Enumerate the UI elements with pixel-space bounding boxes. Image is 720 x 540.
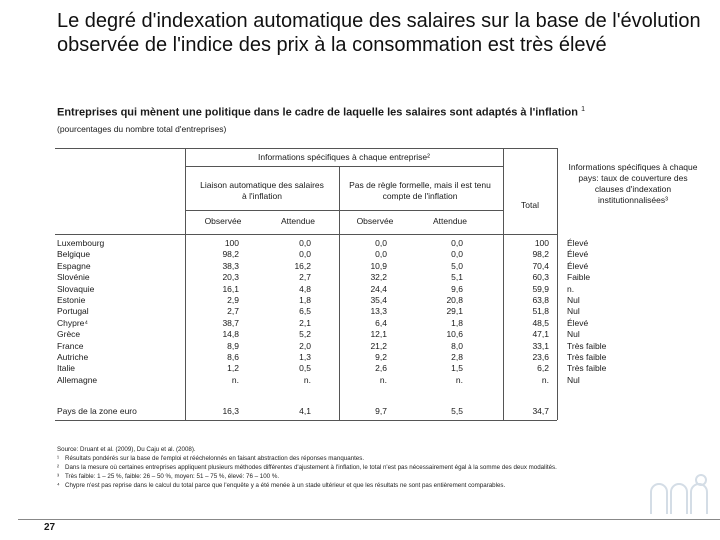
table-bottom-rule <box>55 420 557 421</box>
header-bottom-rule <box>55 234 557 235</box>
table-top-rule <box>55 148 557 149</box>
total-total: 34,7 <box>532 406 549 416</box>
col-values-observee-2: 0,0 0,0 10,9 32,2 24,4 35,4 13,3 6,4 12,1 21,2 9,2 2,6 n. <box>370 238 387 385</box>
footnote-3-text: Très faible: 1 – 25 %, faible: 26 – 50 %, moyen: 51 – 75 %, élevé: 76 – 100 %. <box>65 472 280 480</box>
footer-rule <box>18 519 720 520</box>
col-values-country-info: Élevé Élevé Élevé Faible n. Nul Nul Élevé Nul Très faible Très faible Très faible Nul <box>567 238 607 385</box>
indexation-table <box>55 148 705 428</box>
table-subtitle <box>57 106 585 119</box>
page-title: Le degré d'indexation automatique des salaires sur la base de l'évolution observée de l'indice des prix à la consommation est très élevé <box>57 10 701 56</box>
col-header-country-info: Informations spécifiques à chaque pays: taux de couverture des clauses d'indexation institutionnalisées³ <box>568 162 698 205</box>
col-header-attendue-2: Attendue <box>432 216 468 226</box>
subheader-automatic: Liaison automatique des salaires à l'inflation <box>200 180 324 201</box>
col-header-observee-1: Observée <box>204 216 242 226</box>
page-number: 27 <box>44 522 56 533</box>
col-values-total: 100 98,2 70,4 60,3 59,9 63,8 51,8 48,5 47,1 33,1 23,6 6,2 n. <box>532 238 549 385</box>
footnote-1 <box>57 455 647 464</box>
footnote-source: Source: Druant et al. (2009), Du Caju et al. (2008). <box>57 446 196 453</box>
col-values-observee-1: 100 98,2 38,3 20,3 16,1 2,9 2,7 38,7 14,8 8,9 8,6 1,2 n. <box>222 238 239 385</box>
col-divider-3 <box>503 148 504 420</box>
col-header-attendue-1: Attendue <box>280 216 316 226</box>
footnotes <box>57 446 647 491</box>
col-header-total: Total <box>521 200 539 210</box>
footnote-1-text: Résultats pondérés sur la base de l'emploi et rééchelonnés en faisant abstraction des réponses manquantes. <box>65 454 365 462</box>
group-header: Informations spécifiques à chaque entreprise² <box>258 152 430 162</box>
total-attendue-2: 5,5 <box>451 406 463 416</box>
total-observee-2: 9,7 <box>375 406 387 416</box>
col-header-observee-2: Observée <box>356 216 394 226</box>
footnote-2-text: Dans la mesure où certaines entreprises appliquent plusieurs méthodes différentes d'ajustement à l'inflation, le total n'est pas nécessairement égal à la somme des deux modalités. <box>65 463 557 471</box>
subheader-rule <box>185 210 503 211</box>
left-margin <box>0 0 18 540</box>
footnote-4-text: Chypre n'est pas reprise dans le calcul du total parce que l'enquête y a été menée à un stade ultérieur et que les résultats ne sont pas entièrement comparables. <box>65 481 506 489</box>
col-values-attendue-2: 0,0 0,0 5,0 5,1 9,6 20,8 29,1 1,8 10,6 8,0 2,8 1,5 n. <box>446 238 463 385</box>
total-observee-1: 16,3 <box>222 406 239 416</box>
unit-note: (pourcentages du nombre total d'entreprises) <box>57 124 227 134</box>
total-attendue-1: 4,1 <box>299 406 311 416</box>
footnote-3-mark: ³ <box>57 472 60 480</box>
subtitle-text: Entreprises qui mènent une politique dans le cadre de laquelle les salaires sont adaptés à l'inflation <box>57 106 578 119</box>
footnote-1-mark: ¹ <box>57 454 60 462</box>
col-divider-2 <box>339 166 340 420</box>
total-row-label: Pays de la zone euro <box>57 406 137 416</box>
footnote-4 <box>57 482 647 491</box>
footnote-2 <box>57 464 647 473</box>
col-divider-4 <box>557 148 558 420</box>
subheader-no-rule: Pas de règle formelle, mais il est tenu compte de l'inflation <box>349 180 491 201</box>
bank-logo-icon <box>645 470 715 516</box>
subtitle-footnote-mark: 1 <box>581 106 585 113</box>
footnote-4-mark: ⁴ <box>57 481 60 489</box>
col-values-attendue-1: 0,0 0,0 16,2 2,7 4,8 1,8 6,5 2,1 5,2 2,0 1,3 0,5 n. <box>294 238 311 385</box>
footnote-2-mark: ² <box>57 463 60 471</box>
group-header-rule <box>185 166 503 167</box>
footnote-3 <box>57 473 647 482</box>
col-divider-1 <box>185 148 186 420</box>
country-names: Luxembourg Belgique Espagne Slovénie Slovaquie Estonie Portugal Chypre⁴ Grèce France Autriche Italie Allemagne <box>57 238 105 385</box>
